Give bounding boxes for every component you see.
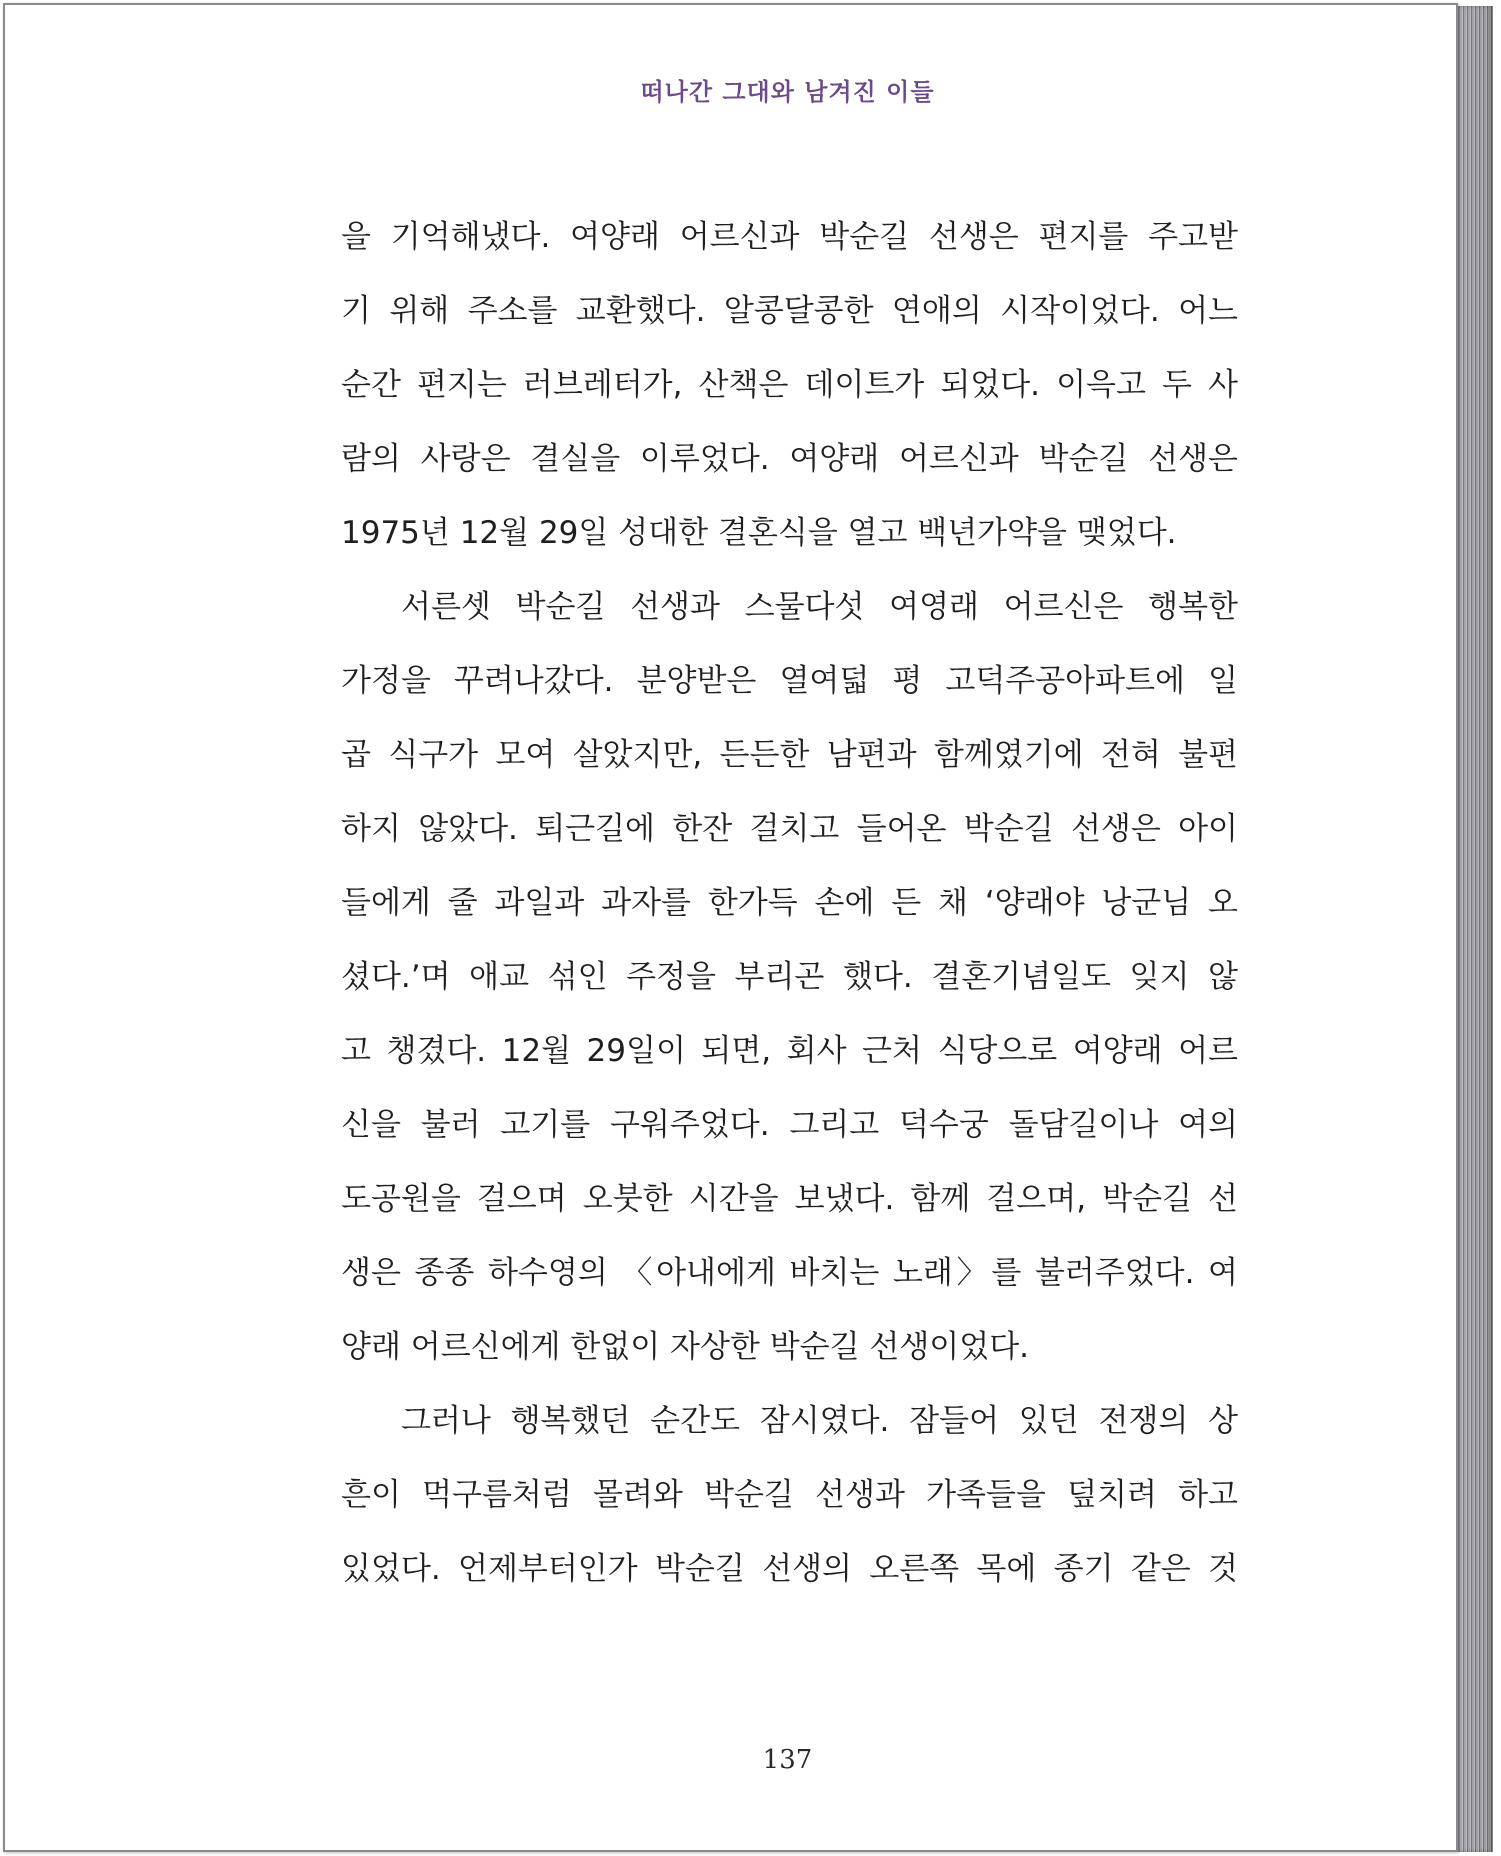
text-line: 곱 식구가 모여 살았지만, 든든한 남편과 함께였기에 전혀 불편: [341, 737, 1238, 773]
text-line: 1975년 12월 29일 성대한 결혼식을 열고 백년가약을 맺었다.: [341, 515, 1177, 551]
text-line: 가정을 꾸려나갔다. 분양받은 열여덟 평 고덕주공아파트에 일: [341, 663, 1238, 699]
text-line: 양래 어르신에게 한없이 자상한 박순길 선생이었다.: [341, 1329, 1029, 1365]
page-edges-shade: [1458, 6, 1492, 1852]
text-line: 도공원을 걸으며 오붓한 시간을 보냈다. 함께 걸으며, 박순길 선: [341, 1181, 1238, 1217]
text-line: 신을 불러 고기를 구워주었다. 그리고 덕수궁 돌담길이나 여의: [341, 1107, 1238, 1143]
page-number: 137: [762, 1745, 813, 1775]
text-line: 셨다.’며 애교 섞인 주정을 부리곤 했다. 결혼기념일도 잊지 않: [341, 959, 1238, 995]
text-line: 을 기억해냈다. 여양래 어르신과 박순길 선생은 편지를 주고받: [341, 219, 1238, 255]
text-line: 순간 편지는 러브레터가, 산책은 데이트가 되었다. 이윽고 두 사: [341, 367, 1238, 403]
text-line-paragraph-start: 서른셋 박순길 선생과 스물다섯 여영래 어르신은 행복한: [401, 589, 1238, 625]
text-line: 람의 사랑은 결실을 이루었다. 여양래 어르신과 박순길 선생은: [341, 441, 1238, 477]
text-line: 있었다. 언제부터인가 박순길 선생의 오른쪽 목에 종기 같은 것: [341, 1551, 1238, 1587]
text-line: 들에게 줄 과일과 과자를 한가득 손에 든 채 ‘양래야 낭군님 오: [341, 885, 1238, 921]
text-line: 하지 않았다. 퇴근길에 한잔 걸치고 들어온 박순길 선생은 아이: [341, 811, 1238, 847]
text-line: 고 챙겼다. 12월 29일이 되면, 회사 근처 식당으로 여양래 어르: [341, 1033, 1238, 1069]
body-text: [341, 206, 1238, 1612]
text-line: 생은 종종 하수영의 〈아내에게 바치는 노래〉를 불러주었다. 여: [341, 1255, 1238, 1291]
running-header: 떠나간 그대와 남겨진 이들: [640, 77, 935, 106]
text-line: 기 위해 주소를 교환했다. 알콩달콩한 연애의 시작이었다. 어느: [341, 293, 1238, 329]
text-line: 흔이 먹구름처럼 몰려와 박순길 선생과 가족들을 덮치려 하고: [341, 1477, 1238, 1513]
text-line-paragraph-start: 그러나 행복했던 순간도 잠시였다. 잠들어 있던 전쟁의 상: [401, 1403, 1238, 1439]
